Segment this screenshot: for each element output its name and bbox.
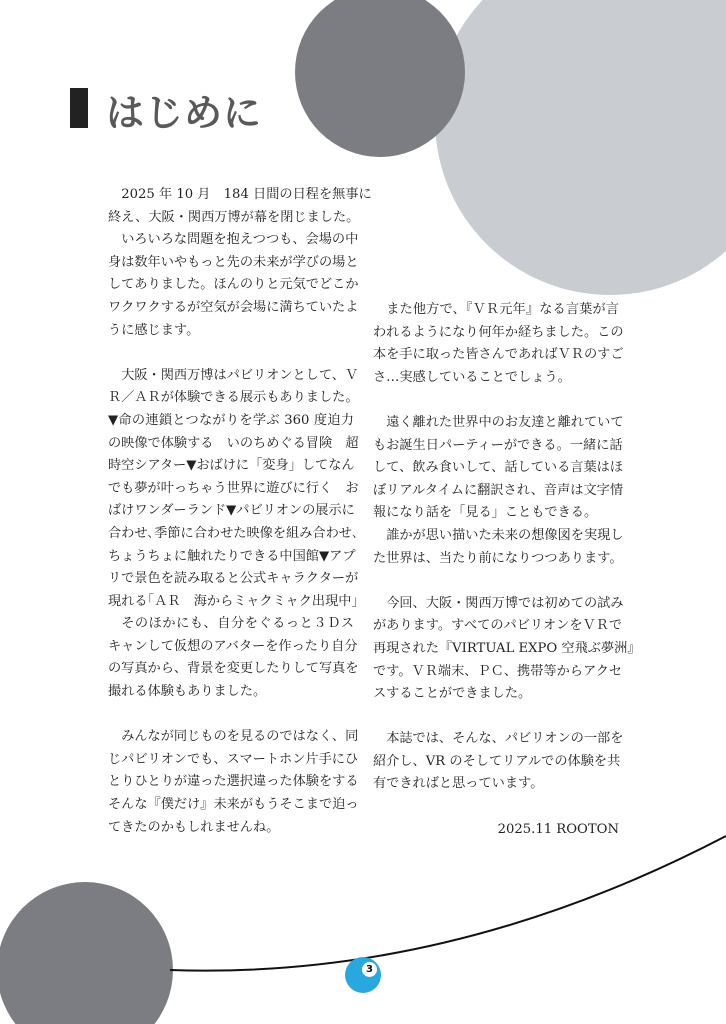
- text-line: 再現された『VIRTUAL EXPO 空飛ぶ夢洲』: [373, 640, 641, 656]
- signature: 2025.11 ROOTON: [497, 821, 619, 837]
- blank-line: [108, 342, 354, 365]
- decorative-curve: [170, 836, 726, 971]
- text-line: 報になり話を「見る」こともできる。: [373, 505, 598, 521]
- decorative-circle-bottom: [0, 882, 173, 1024]
- blank-line: [373, 570, 619, 593]
- text-line: もお誕生日パーティーができる。一緒に話: [373, 437, 623, 453]
- paragraph: [108, 613, 359, 703]
- text-line: ちょうちょに触れたりできる中国館▼アプ: [108, 548, 356, 564]
- text-line: リで景色を読み取ると公式キャラクターが: [108, 571, 359, 587]
- text-line: キャンして仮想のアバターを作ったり自分: [108, 638, 358, 654]
- text-line: 現れる｢ＡＲ 海からミャクミャク出現中｣: [108, 593, 359, 609]
- text-line: 本誌では、そんな、パビリオンの一部を: [386, 731, 624, 747]
- text-line: 時空シアター▼おばけに「変身」してなん: [108, 458, 355, 474]
- text-line: でも夢が叶っちゃう世界に遊びに行く お: [108, 480, 359, 496]
- text-column-right: [373, 299, 641, 841]
- blank-line: [108, 704, 354, 727]
- paragraph: [108, 184, 372, 229]
- text-line: 本を手に取った皆さんであればＶＲのすご: [373, 347, 624, 363]
- page-title: はじめに: [106, 91, 263, 135]
- paragraph: [373, 299, 624, 389]
- text-line: ぼリアルタイムに翻訳され、音声は文字情: [373, 482, 624, 498]
- text-line: た世界は、当たり前になりつつあります。: [373, 550, 623, 566]
- text-line: いろいろな問題を抱えつつも、会場の中: [121, 232, 359, 248]
- text-line: 2025 年 10 月 184 日間の日程を無事に: [121, 187, 372, 202]
- text-line: 今回、大阪・関西万博では初めての試み: [386, 595, 624, 611]
- page-number-ball: [345, 957, 381, 993]
- text-line: の映像で体験する いのちめぐる冒険 超: [108, 435, 359, 451]
- blank-line: [373, 706, 619, 729]
- text-line: スすることができました。: [373, 686, 532, 702]
- text-line: 大阪・関西万博はパビリオンとして、Ｖ: [121, 367, 359, 383]
- text-line: うに感じます。: [108, 322, 200, 338]
- blank-line: [373, 796, 619, 819]
- text-column-left: [108, 184, 372, 839]
- text-line: ワクワクするが空気が会場に満ちていたよ: [108, 299, 359, 315]
- paragraph: [108, 229, 359, 342]
- text-line: さ…実感していることでしょう。: [373, 369, 571, 385]
- text-line: 紹介し、VR のそしてリアルでの体験を共: [373, 753, 621, 769]
- text-line: じパビリオンでも、スマートホン片手にひ: [108, 751, 359, 767]
- title-marker: [70, 88, 88, 128]
- text-line: そのほかにも、自分をぐるっと３Ｄス: [121, 616, 354, 632]
- text-line: Ｒ／ＡＲが体験できる展示もありました。: [108, 390, 359, 406]
- page-number: 3: [362, 962, 377, 977]
- decorative-circle-light: [435, 0, 726, 295]
- text-line: してありました。ほんのりと元気でどこか: [108, 277, 359, 293]
- text-line: われるようになり何年か経ちました。この: [373, 324, 624, 340]
- text-line: があります。すべてのパビリオンをＶＲで: [373, 618, 623, 634]
- text-line: ばけワンダーランド▼パビリオンの展示に: [108, 503, 355, 519]
- text-line: とりひとりが違った選択違った体験をする: [108, 774, 359, 790]
- text-line: 誰かが思い描いた未来の想像図を実現し: [386, 527, 624, 543]
- text-line: の写真から、背景を変更したりして写真を: [108, 661, 359, 677]
- blank-line: [373, 389, 619, 412]
- text-line: そんな『僕だけ』未来がもうそこまで迫っ: [108, 797, 359, 813]
- text-line: 合わせ､季節に合わせた映像を組み合わせ､: [108, 525, 359, 541]
- paragraph: [373, 412, 624, 525]
- paragraph: [373, 728, 624, 796]
- text-line: ▼命の連鎖とつながりを学ぶ 360 度迫力: [108, 412, 354, 428]
- text-line: 終え、大阪・関西万博が幕を閉じました。: [108, 209, 360, 225]
- text-line: して、飲み食いして、話している言葉はほ: [373, 460, 624, 476]
- text-line: また他方で、『ＶＲ元年』なる言葉が言: [386, 302, 619, 317]
- text-line: です。ＶＲ端末、ＰＣ、携帯等からアクセ: [373, 663, 623, 679]
- text-line: 遠く離れた世界中のお友達と離れていて: [386, 414, 624, 430]
- text-line: 有できればと思っています。: [373, 776, 544, 792]
- paragraph: [373, 593, 641, 706]
- text-line: みんなが同じものを見るのではなく、同: [121, 729, 359, 745]
- paragraph: [108, 365, 359, 614]
- paragraph: [108, 726, 359, 839]
- text-line: 撮れる体験もありました。: [108, 684, 267, 700]
- paragraph: [373, 525, 624, 570]
- text-line: 身は数年いやもっと先の未来が学びの場と: [108, 254, 359, 270]
- text-line: てきたのかもしれませんね。: [108, 819, 280, 835]
